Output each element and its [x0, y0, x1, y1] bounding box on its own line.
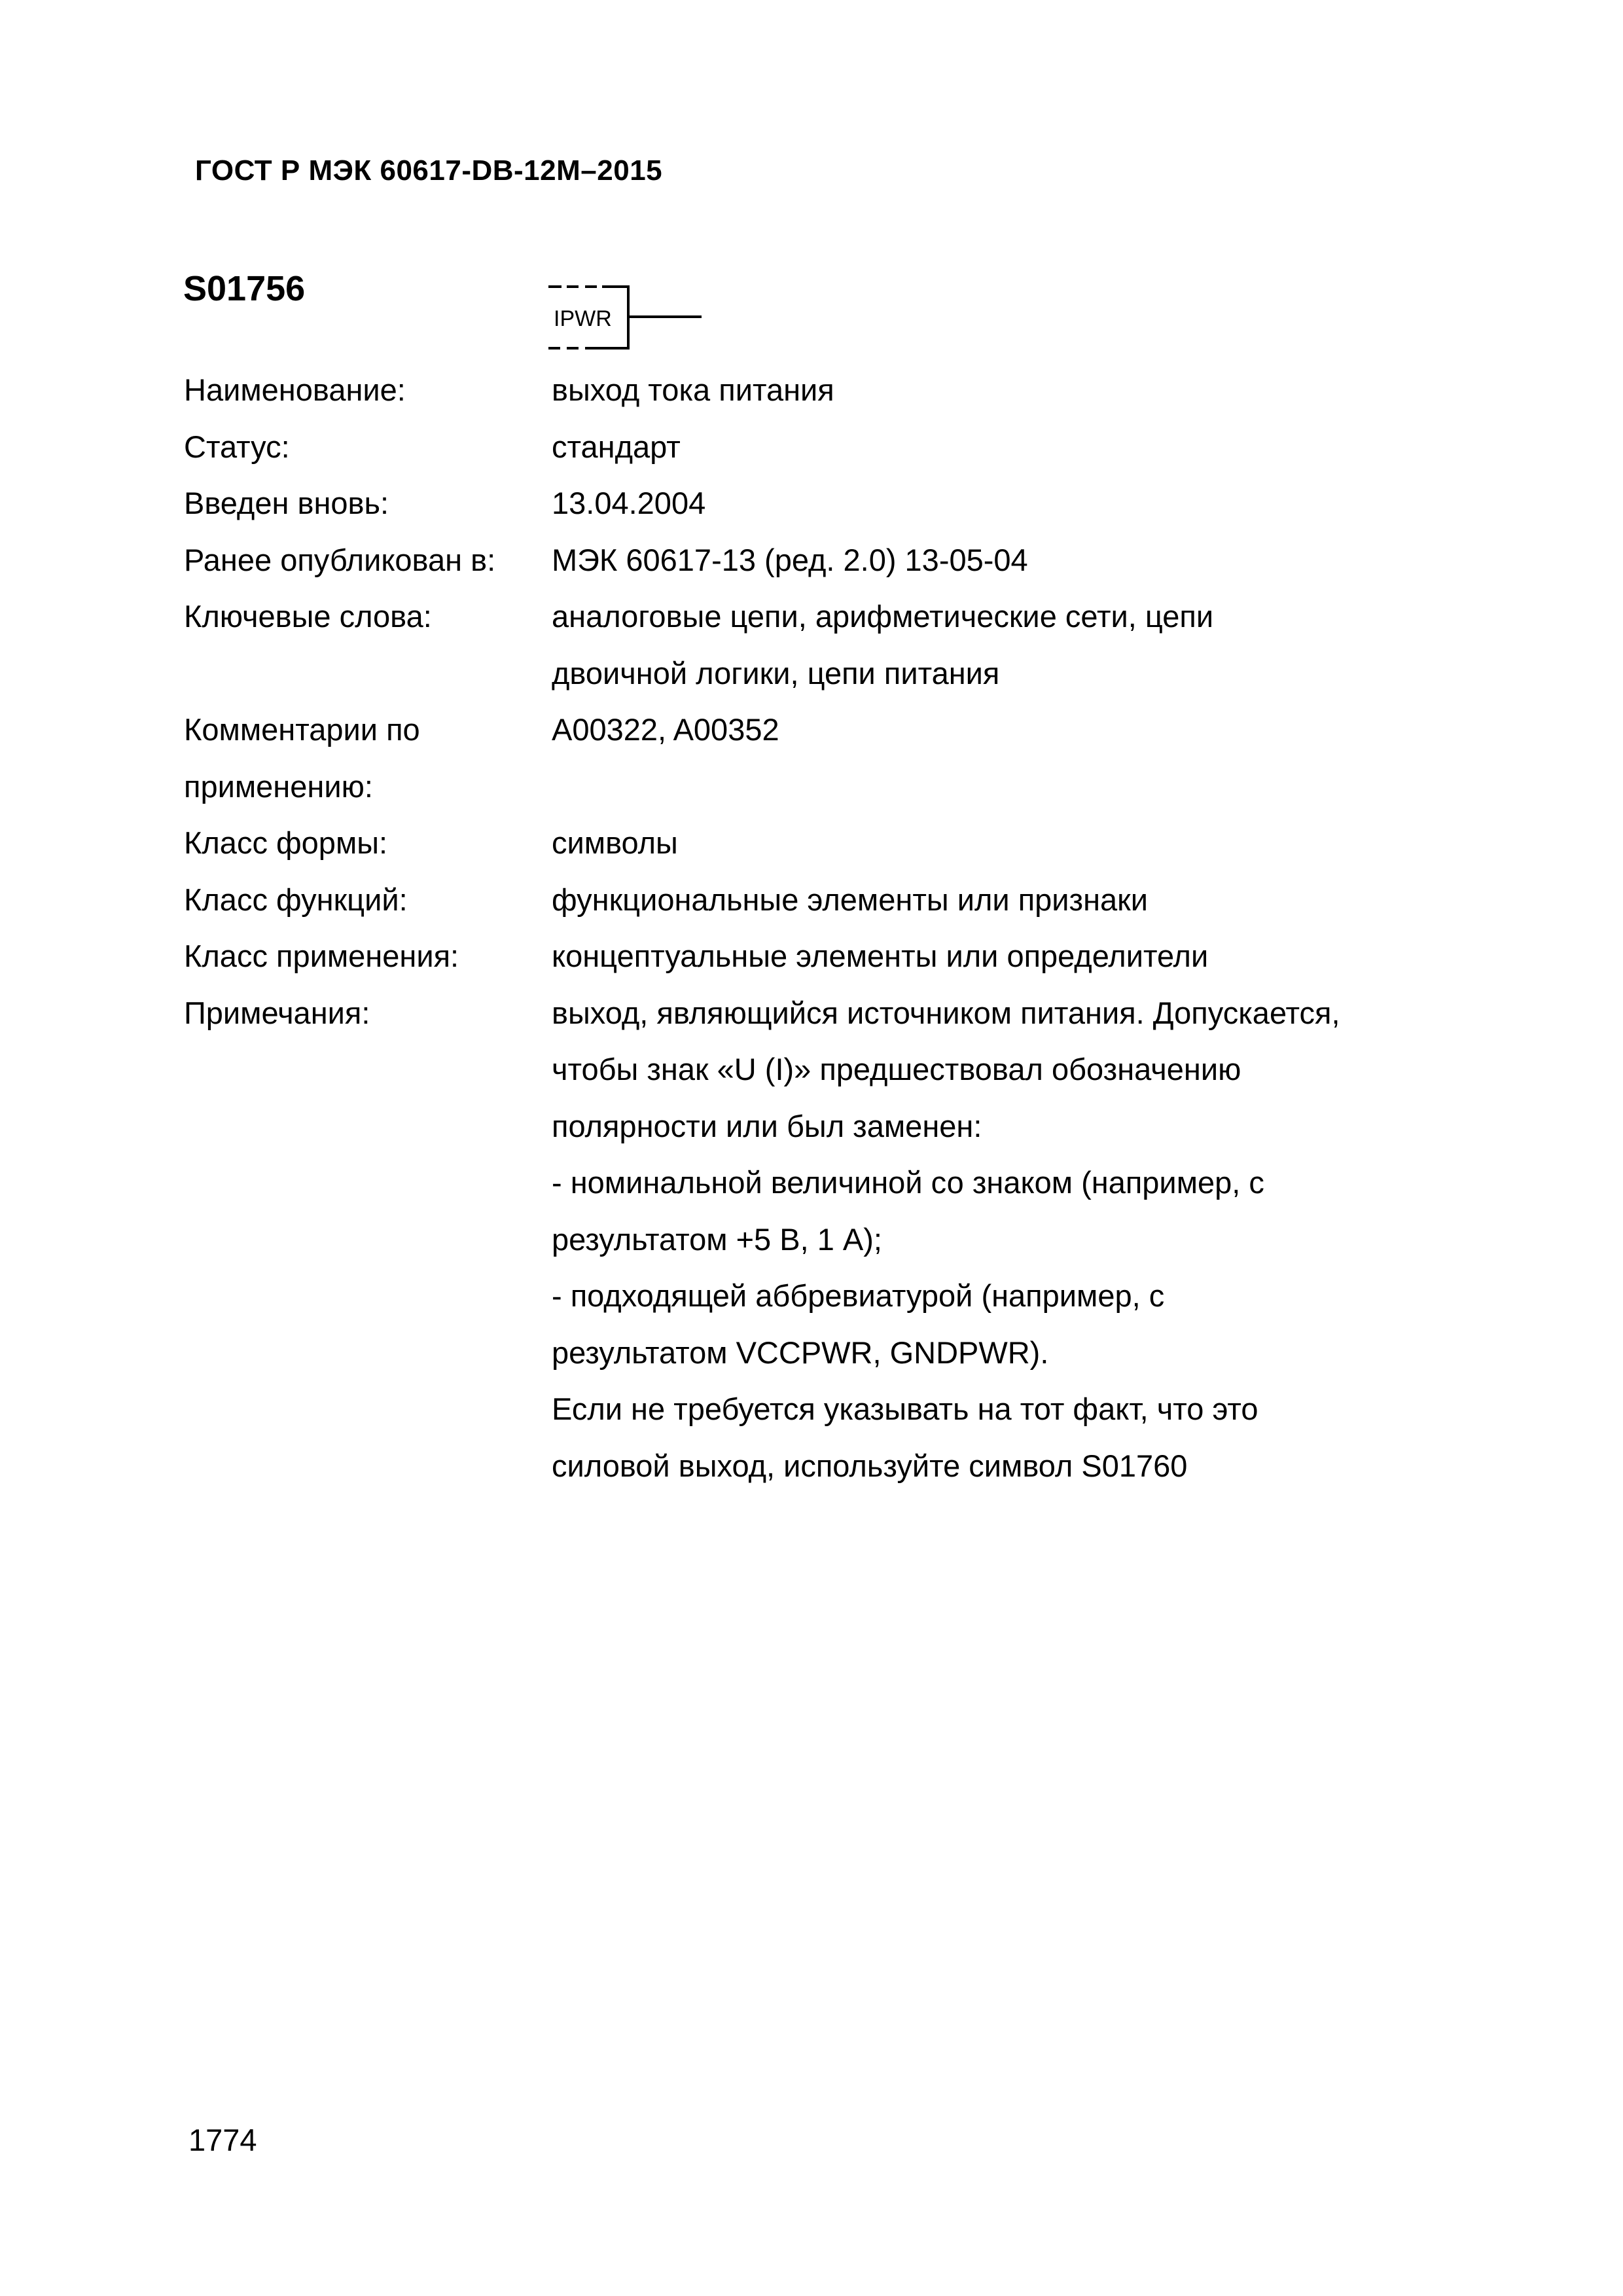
symbol-graphic-label: IPWR: [554, 306, 612, 331]
property-value-line: результатом +5 В, 1 А);: [552, 1221, 882, 1257]
property-value: [552, 985, 1467, 1495]
property-value: [552, 872, 1467, 929]
property-label: Статус:: [184, 429, 290, 464]
property-row: [184, 419, 1467, 476]
property-value-line: функциональные элементы или признаки: [552, 882, 1148, 917]
property-value-line: выход, являющийся источником питания. Допускается,: [552, 995, 1340, 1030]
symbol-code: S01756: [183, 269, 306, 308]
property-row: [184, 928, 1467, 985]
property-row: [184, 362, 1467, 419]
property-row: [184, 475, 1467, 532]
property-value-line: - подходящей аббревиатурой (например, с: [552, 1278, 1165, 1313]
property-value: [552, 702, 1467, 759]
property-value-line: чтобы знак «U (I)» предшествовал обозначению: [552, 1052, 1241, 1086]
property-value-line: 13.04.2004: [552, 486, 706, 520]
property-value-line: результатом VCCPWR, GNDPWR).: [552, 1335, 1049, 1370]
property-value: [552, 419, 1467, 476]
property-value-line: силовой выход, используйте символ S01760: [552, 1448, 1188, 1483]
property-row: [184, 588, 1467, 702]
property-label: Введен вновь:: [184, 486, 389, 520]
property-value-line: концептуальные элементы или определители: [552, 939, 1209, 973]
property-value: [552, 815, 1467, 872]
property-label: Класс применения:: [184, 939, 459, 973]
property-label: Комментарии по применению:: [184, 712, 420, 804]
property-value: [552, 475, 1467, 532]
property-value: [552, 588, 1467, 702]
property-value: [552, 362, 1467, 419]
properties-list: [184, 362, 1467, 1494]
property-value: [552, 928, 1467, 985]
property-row: [184, 532, 1467, 589]
property-value-line: выход тока питания: [552, 372, 834, 407]
document-header: ГОСТ Р МЭК 60617-DB-12M–2015: [195, 154, 663, 187]
property-value-line: - номинальной величиной со знаком (например, с: [552, 1165, 1264, 1200]
symbol-graphic: [547, 274, 711, 359]
property-label: Примечания:: [184, 995, 370, 1030]
property-row: [184, 815, 1467, 872]
property-value-line: аналоговые цепи, арифметические сети, цепи: [552, 599, 1214, 634]
property-value-line: полярности или был заменен:: [552, 1108, 982, 1143]
property-row: [184, 872, 1467, 929]
property-value-line: двоичной логики, цепи питания: [552, 655, 1000, 691]
page-number: 1774: [188, 2123, 257, 2157]
property-value-line: A00322, A00352: [552, 712, 779, 747]
property-value-line: стандарт: [552, 429, 681, 464]
property-row: [184, 985, 1467, 1495]
property-label: Ключевые слова:: [184, 599, 432, 634]
property-value: [552, 532, 1467, 589]
property-label: Ранее опубликован в:: [184, 542, 496, 577]
property-label: Класс формы:: [184, 825, 388, 860]
property-row: [184, 702, 1467, 815]
property-label: Наименование:: [184, 372, 406, 407]
property-value-line: Если не требуется указывать на тот факт, что это: [552, 1391, 1258, 1426]
property-label: Класс функций:: [184, 882, 408, 917]
property-value-line: символы: [552, 825, 678, 860]
property-value-line: МЭК 60617-13 (ред. 2.0) 13-05-04: [552, 542, 1028, 577]
